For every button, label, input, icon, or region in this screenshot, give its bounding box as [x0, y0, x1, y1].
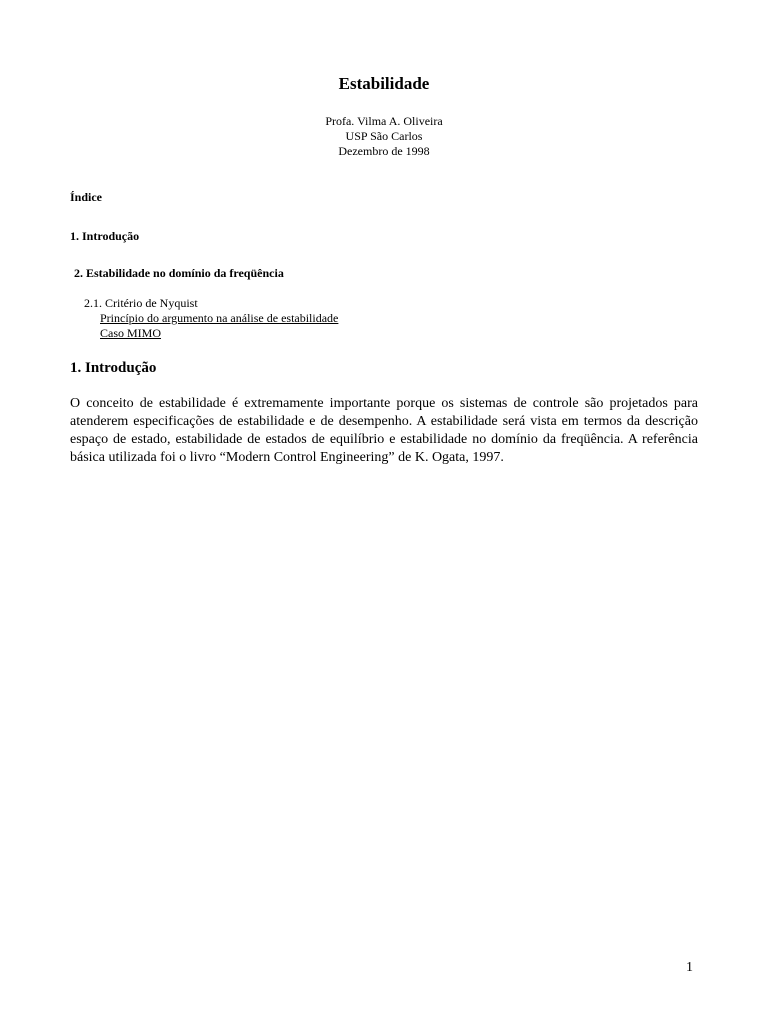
toc-subsection: [84, 296, 338, 341]
toc-item-introduction: 1. Introdução: [70, 229, 140, 243]
page-number: 1: [686, 960, 693, 975]
toc-subitem-nyquist: 2.1. Critério de Nyquist: [84, 296, 198, 310]
toc-link-mimo-case[interactable]: Caso MIMO: [100, 326, 162, 340]
author-name: Profa. Vilma A. Oliveira: [325, 114, 443, 128]
document-date: Dezembro de 1998: [338, 144, 430, 158]
introduction-paragraph: O conceito de estabilidade é extremamente importante porque os sistemas de controle são projetados para atenderem especificações de estabilidade e de desempenho. A estabilidade será vista em termos da descrição espaço de estado, estabilidade de estados de equilíbrio e estabilidade no domínio da freqüência. A referência básica utilizada foi o livro “Modern Control Engineering” de K. Ogata, 1997.: [70, 396, 698, 465]
toc-link-argument-principle[interactable]: Princípio do argumento na análise de estabilidade: [100, 311, 339, 325]
document-title: Estabilidade: [338, 74, 430, 93]
toc-item-frequency-stability: 2. Estabilidade no domínio da freqüência: [74, 266, 284, 280]
institution: USP São Carlos: [345, 129, 423, 143]
toc-heading: Índice: [70, 190, 103, 204]
section-heading-introduction: 1. Introdução: [70, 360, 157, 376]
author-block: [0, 114, 768, 159]
